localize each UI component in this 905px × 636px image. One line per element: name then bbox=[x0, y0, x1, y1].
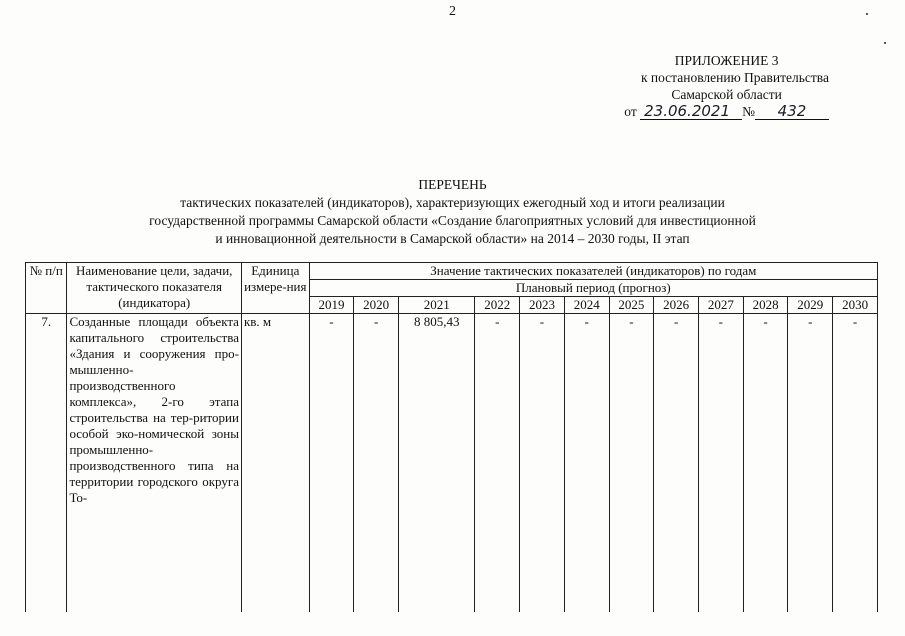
year-header: 2025 bbox=[609, 297, 654, 314]
year-header: 2023 bbox=[520, 297, 565, 314]
year-header: 2019 bbox=[309, 297, 354, 314]
value-cell: - bbox=[354, 314, 399, 612]
year-header: 2027 bbox=[698, 297, 743, 314]
row-number: 7. bbox=[26, 314, 67, 612]
value-cell: - bbox=[520, 314, 565, 612]
indicator-unit: кв. м bbox=[241, 314, 309, 612]
handwritten-number: 432 bbox=[755, 103, 829, 120]
value-cell: - bbox=[609, 314, 654, 612]
year-header: 2024 bbox=[564, 297, 609, 314]
header-forecast: Плановый период (прогноз) bbox=[309, 280, 877, 297]
year-header: 2029 bbox=[788, 297, 833, 314]
header-values: Значение тактических показателей (индикаторов) по годам bbox=[309, 263, 877, 280]
stray-dot bbox=[884, 42, 886, 44]
indicators-table bbox=[25, 262, 878, 612]
header-no: № п/п bbox=[26, 263, 67, 314]
title-heading: ПЕРЕЧЕНЬ bbox=[418, 177, 487, 192]
date-prefix: от bbox=[624, 104, 637, 119]
appendix-heading: ПРИЛОЖЕНИЕ 3 bbox=[674, 53, 779, 68]
year-header: 2022 bbox=[475, 297, 520, 314]
year-header: 2030 bbox=[833, 297, 878, 314]
value-cell: - bbox=[788, 314, 833, 612]
number-sign: № bbox=[742, 104, 755, 119]
value-cell: - bbox=[698, 314, 743, 612]
value-cell: - bbox=[833, 314, 878, 612]
value-cell: - bbox=[743, 314, 788, 612]
header-unit: Единица измере-ния bbox=[241, 263, 309, 314]
title-line-1: тактических показателей (индикаторов), характеризующих ежегодный ход и итоги реализации bbox=[180, 195, 725, 210]
year-header: 2020 bbox=[354, 297, 399, 314]
title-line-2: государственной программы Самарской области «Создание благоприятных условий для инвестиционной bbox=[149, 213, 756, 228]
value-cell: - bbox=[309, 314, 354, 612]
title-line-3: и инновационной деятельности в Самарской области» на 2014 – 2030 годы, II этап bbox=[215, 231, 690, 246]
indicator-name: Созданные площади объекта капитального строительства «Здания и сооружения про-мышленно-производственного комплекса», 2-го этапа строительства на тер-ритории особой эко-номической зоны промышленно-производственного типа на территории городского округа То- bbox=[67, 314, 242, 612]
year-header: 2021 bbox=[399, 297, 475, 314]
value-cell: 8 805,43 bbox=[399, 314, 475, 612]
appendix-block bbox=[624, 52, 829, 120]
stray-dot bbox=[866, 13, 868, 15]
year-header: 2028 bbox=[743, 297, 788, 314]
value-cell: - bbox=[564, 314, 609, 612]
appendix-line-1: к постановлению Правительства bbox=[640, 70, 829, 85]
document-title bbox=[0, 176, 905, 248]
appendix-date-line bbox=[624, 103, 829, 120]
handwritten-date: 23.06.2021 bbox=[640, 103, 742, 120]
appendix-line-2: Самарской области bbox=[671, 87, 782, 102]
value-cell: - bbox=[475, 314, 520, 612]
page-number: 2 bbox=[449, 4, 456, 19]
table-row bbox=[26, 314, 878, 612]
year-header: 2026 bbox=[654, 297, 699, 314]
header-name: Наименование цели, задачи, тактического показателя (индикатора) bbox=[67, 263, 242, 314]
value-cell: - bbox=[654, 314, 699, 612]
